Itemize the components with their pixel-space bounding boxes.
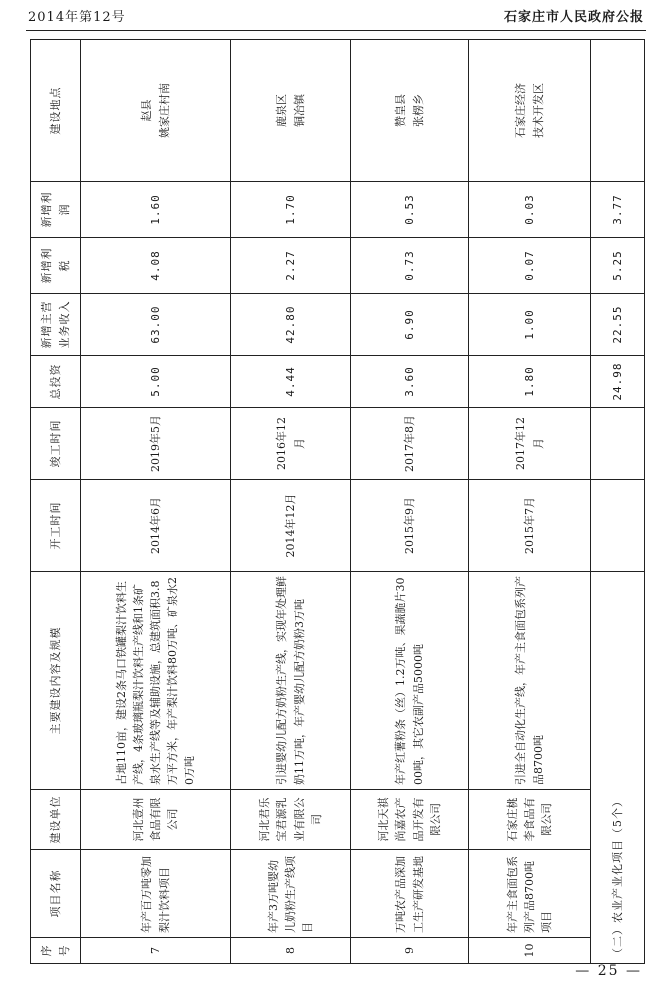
cell-invest: 1.80 bbox=[469, 356, 591, 408]
cell-end: 2016年12月 bbox=[231, 408, 351, 480]
col-header-profit: 新增利润 bbox=[31, 182, 81, 238]
cell-location: 石家庄经济 技术开发区 bbox=[469, 40, 591, 182]
cell-content: 引进全自动化生产线，年产主食面包系列产品8700吨 bbox=[469, 572, 591, 790]
col-header-unit: 建设单位 bbox=[31, 790, 81, 850]
cell-content: 年产红薯粉条（丝）1.2万吨、果蔬脆片3000吨，其它农副产品5000吨 bbox=[351, 572, 469, 790]
col-header-content: 主要建设内容及规模 bbox=[31, 572, 81, 790]
total-invest: 24.98 bbox=[591, 356, 645, 408]
col-header-location: 建设地点 bbox=[31, 40, 81, 182]
projects-table bbox=[30, 39, 645, 964]
cell-unit: 河北壹州食品有限公司 bbox=[81, 790, 231, 850]
col-header-name: 项目名称 bbox=[31, 850, 81, 938]
cell-profit: 0.03 bbox=[469, 182, 591, 238]
cell-end: 2019年5月 bbox=[81, 408, 231, 480]
table-row bbox=[351, 40, 469, 964]
cell-location: 鹿泉区 铜冶镇 bbox=[231, 40, 351, 182]
cell-name: 年产百万吨零加梨汁饮料项目 bbox=[81, 850, 231, 938]
page-number: — 25 — bbox=[575, 963, 642, 979]
col-header-no: 序号 bbox=[31, 938, 81, 964]
cell-unit: 河北君乐宝君源乳业有限公司 bbox=[231, 790, 351, 850]
cell-revenue: 6.90 bbox=[351, 294, 469, 356]
cell-revenue: 42.80 bbox=[231, 294, 351, 356]
cell-empty-location bbox=[591, 40, 645, 182]
cell-tax: 0.73 bbox=[351, 238, 469, 294]
cell-no: 10 bbox=[469, 938, 591, 964]
cell-content: 占地110亩，建设2条马口铁罐梨汁饮料生产线，4条玻璃瓶梨汁饮料生产线和1条矿泉水生产线等及辅助设施，总建筑面积3.8万平方米，年产梨汁饮料80万吨、矿泉水20万吨 bbox=[81, 572, 231, 790]
cell-end: 2017年8月 bbox=[351, 408, 469, 480]
cell-revenue: 1.00 bbox=[469, 294, 591, 356]
col-header-invest: 总投资 bbox=[31, 356, 81, 408]
bulletin-title: 石家庄市人民政府公报 bbox=[503, 10, 644, 25]
cell-no: 8 bbox=[231, 938, 351, 964]
col-header-end: 竣工时间 bbox=[31, 408, 81, 480]
table-row bbox=[469, 40, 591, 964]
cell-empty-start bbox=[591, 480, 645, 572]
total-revenue: 22.55 bbox=[591, 294, 645, 356]
table-header-row bbox=[31, 40, 81, 964]
cell-tax: 2.27 bbox=[231, 238, 351, 294]
cell-location: 赵县 姚家庄村南 bbox=[81, 40, 231, 182]
cell-no: 9 bbox=[351, 938, 469, 964]
cell-location: 赞皇县 张楞乡 bbox=[351, 40, 469, 182]
rotated-table-container bbox=[30, 40, 644, 964]
col-header-revenue: 新增主营业务收入 bbox=[31, 294, 81, 356]
col-header-start: 开工时间 bbox=[31, 480, 81, 572]
cell-invest: 3.60 bbox=[351, 356, 469, 408]
cell-profit: 1.70 bbox=[231, 182, 351, 238]
cell-name: 年产主食面包系列产品8700吨项目 bbox=[469, 850, 591, 938]
header-rule bbox=[26, 30, 646, 31]
cell-name: 万吨农产品深加工生产研发基地 bbox=[351, 850, 469, 938]
cell-tax: 0.07 bbox=[469, 238, 591, 294]
cell-unit: 河北天祺尚嘉农产品开发有限公司 bbox=[351, 790, 469, 850]
cell-no: 7 bbox=[81, 938, 231, 964]
cell-profit: 0.53 bbox=[351, 182, 469, 238]
cell-content: 引进婴幼儿配方奶粉生产线，实现年处理鲜奶11万吨，年产婴幼儿配方奶粉3万吨 bbox=[231, 572, 351, 790]
cell-end: 2017年12月 bbox=[469, 408, 591, 480]
cell-revenue: 63.00 bbox=[81, 294, 231, 356]
table-row bbox=[231, 40, 351, 964]
cell-empty-end bbox=[591, 408, 645, 480]
cell-start: 2015年9月 bbox=[351, 480, 469, 572]
col-header-tax: 新增利税 bbox=[31, 238, 81, 294]
section-subheading: （二）农业产业化项目（5个） bbox=[591, 572, 645, 964]
bulletin-issue: 2014年第12号 bbox=[28, 10, 126, 25]
subtotal-row bbox=[591, 40, 645, 964]
cell-invest: 5.00 bbox=[81, 356, 231, 408]
cell-start: 2014年6月 bbox=[81, 480, 231, 572]
cell-invest: 4.44 bbox=[231, 356, 351, 408]
total-profit: 3.77 bbox=[591, 182, 645, 238]
table-row bbox=[81, 40, 231, 964]
cell-unit: 石家庄桃李食品有限公司 bbox=[469, 790, 591, 850]
cell-tax: 4.08 bbox=[81, 238, 231, 294]
cell-start: 2014年12月 bbox=[231, 480, 351, 572]
cell-profit: 1.60 bbox=[81, 182, 231, 238]
cell-start: 2015年7月 bbox=[469, 480, 591, 572]
total-tax: 5.25 bbox=[591, 238, 645, 294]
cell-name: 年产3万吨婴幼儿奶粉生产线项目 bbox=[231, 850, 351, 938]
